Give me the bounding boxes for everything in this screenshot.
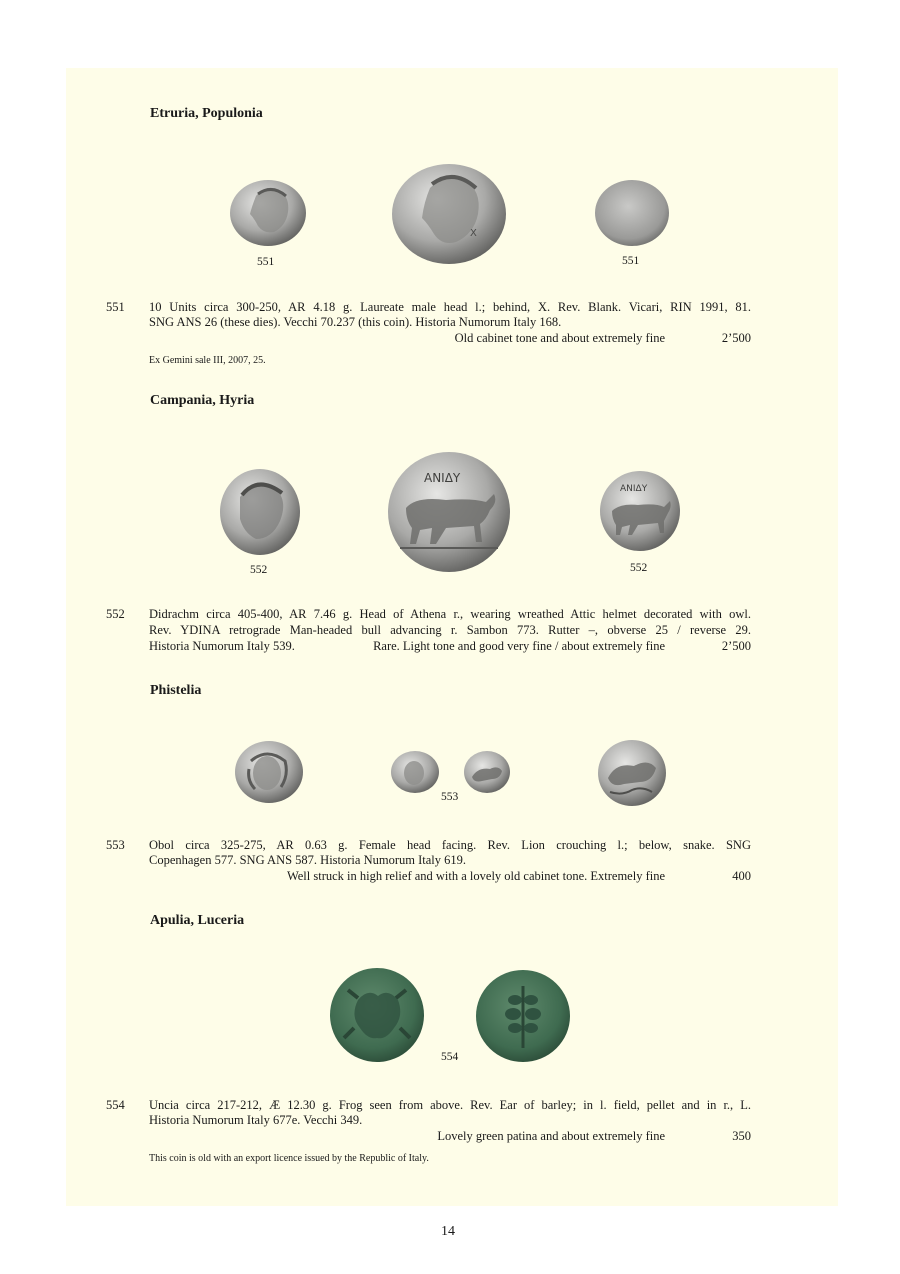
lot-554-price: 350 [732,1129,751,1143]
section-heading-luceria: Apulia, Luceria [150,913,245,928]
section-heading-populonia: Etruria, Populonia [150,106,263,121]
lot-552-description-line2: Rev. YDINA retrograde Man-headed bull advancing r. Sambon 773. Rutter –, obverse 25 / reverse 29. [149,623,751,637]
lot-554-note: This coin is old with an export licence issued by the Republic of Italy. [149,1153,429,1164]
coin-551-obverse-large [390,162,508,266]
lot-554-description-line2: Historia Numorum Italy 677e. Vecchi 349. [149,1113,363,1127]
coin-552-reverse-large [386,450,512,574]
lot-552-price: 2’500 [721,639,751,653]
coin-552-obverse [218,467,302,557]
coin-551-obverse-small [228,178,308,248]
lot-551-price: 2’500 [721,331,751,345]
coin-label-551-a: 551 [257,256,275,268]
lot-552-description-line1: Didrachm circa 405-400, AR 7.46 g. Head of Athena r., wearing wreathed Attic helmet decorated with owl. [149,607,751,621]
lot-number-553: 553 [106,838,125,852]
coin-legend-small: ΑΝΙΔΥ [620,484,648,494]
lot-553-price: 400 [732,869,751,883]
section-heading-phistelia: Phistelia [150,683,202,698]
lot-553-grade: Well struck in high relief and with a lovely old cabinet tone. Extremely fine [286,869,665,883]
lot-554-description-line1: Uncia circa 217-212, Æ 12.30 g. Frog seen from above. Rev. Ear of barley; in l. field, pellet and in r., L. [149,1098,751,1112]
coin-label-553: 553 [441,791,459,803]
coin-554-reverse [474,968,572,1064]
lot-552-grade: Rare. Light tone and good very fine / about extremely fine [373,639,665,653]
coin-label-551-b: 551 [622,255,640,267]
section-heading-hyria: Campania, Hyria [150,393,255,408]
coin-label-554: 554 [441,1051,459,1063]
page-number: 14 [441,1224,455,1239]
lot-551-grade: Old cabinet tone and about extremely fine [454,331,665,345]
lot-553-description-line2: Copenhagen 577. SNG ANS 587. Historia Numorum Italy 619. [149,853,466,867]
coin-legend-large: ΑΝΙΔΥ [424,471,461,485]
lot-551-description-line2: SNG ANS 26 (these dies). Vecchi 70.237 (this coin). Historia Numorum Italy 168. [149,315,562,329]
lot-number-552: 552 [106,607,125,621]
coin-553-reverse-large [596,738,668,808]
coin-label-552-b: 552 [630,562,648,574]
coin-554-obverse [328,966,426,1064]
lot-554-grade: Lovely green patina and about extremely fine [437,1129,665,1143]
lot-553-description-line1: Obol circa 325-275, AR 0.63 g. Female head facing. Rev. Lion crouching l.; below, snake. SNG [149,838,751,852]
lot-551-description-line1: 10 Units circa 300-250, AR 4.18 g. Laureate male head l.; behind, X. Rev. Blank. Vicari, RIN 1991, 81. [149,300,751,314]
coin-553-reverse-small [462,749,512,795]
svg-text:X: X [470,228,477,239]
lot-552-description-line3: Historia Numorum Italy 539. [149,639,295,653]
lot-number-554: 554 [106,1098,125,1112]
lot-number-551: 551 [106,300,125,314]
coin-552-reverse-small [598,469,682,553]
coin-551-reverse [593,178,671,248]
coin-553-obverse-small [389,750,441,795]
coin-553-obverse-large [233,739,305,805]
coin-label-552-a: 552 [250,564,268,576]
lot-551-note: Ex Gemini sale III, 2007, 25. [149,355,266,366]
